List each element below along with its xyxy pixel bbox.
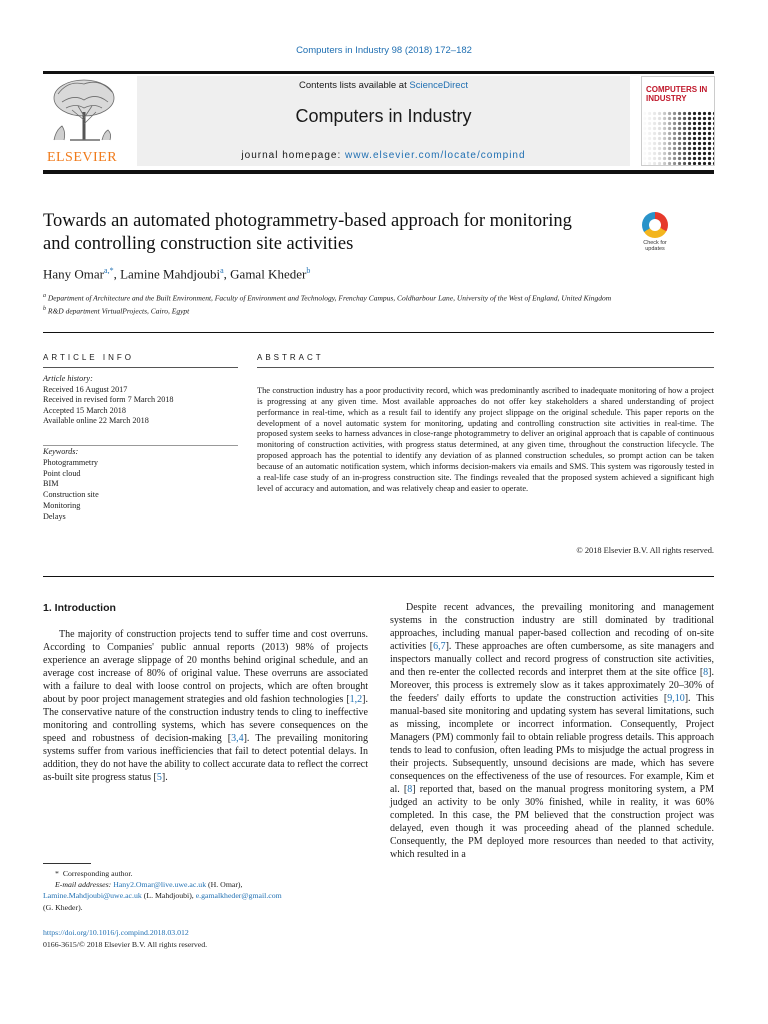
elsevier-tree-icon bbox=[40, 76, 124, 148]
author-separator: , bbox=[113, 266, 121, 282]
reference-link[interactable]: 9,10 bbox=[667, 693, 685, 704]
history-item: Accepted 15 March 2018 bbox=[43, 405, 126, 415]
journal-citation[interactable]: Computers in Industry 98 (2018) 172–182 bbox=[296, 45, 472, 56]
body-text: ] reported that, based on the manual progress monitoring system, a PM judged an activity to be only 30% finished, while in reality, it was 60% completed. In this case, the PM believed that the construction project was delayed, even though it was proceeding ahead of the planned schedule. Consequently, the PM deployed more resources than needed to that activity, which resulted in a bbox=[390, 784, 715, 860]
author-name: Lamine Mahdjoubi bbox=[120, 266, 221, 282]
email-link[interactable]: e.gamalkheder@gmail.com bbox=[195, 891, 282, 901]
abstract-copyright: © 2018 Elsevier B.V. All rights reserved. bbox=[576, 546, 714, 555]
abstract-rule bbox=[257, 367, 714, 368]
author-affiliation-link[interactable]: a,* bbox=[104, 266, 114, 275]
abstract-text: The construction industry has a poor productivity record, which was predominantly ascribed to inadequate monitoring of how a project is progressing at any given time. Most available approaches do not offer key stakeholders a shared understanding of project performance in real-time, which as a result fail to identify any project slippage on the original schedule. This paper reports on the development of a novel automatic system for monitoring, updating and controlling construction site activities in real-time. The proposed system seeks to harness advances in close-range photogrammetry to deliver an original approach that is capable of continuous monitoring of construction activities, with progress status determined, at any given time, throughout the construction lifecycle. The proposed approach has the potential to identify any deviation of as planned construction schedules, so prompt action can be taken because of an automatic notification system, which informs decision-makers via emails and SMS. This system was rigorously tested in a real-life case study of an in-progress construction site. The findings revealed that the proposed system achieved a significant high level of accuracy and automation, and was relatively cheap and easier to operate. bbox=[257, 386, 714, 493]
cover-title: COMPUTERS IN INDUSTRY bbox=[646, 85, 708, 103]
doi-link[interactable]: https://doi.org/10.1016/j.compind.2018.03.012 bbox=[43, 928, 189, 937]
email-label: E-mail addresses: bbox=[55, 880, 112, 890]
email-link[interactable]: Hany2.Omar@live.uwe.ac.uk bbox=[113, 880, 207, 890]
affiliation-marker: b bbox=[43, 305, 46, 312]
article-info-heading: ARTICLE INFO bbox=[43, 353, 134, 362]
keyword-item: BIM bbox=[43, 479, 59, 489]
body-text: ]. This manual-based site monitoring and updating system has several limitations, such as missing, incomplete or incorrect information. Consequently, Project Managers (PM) commonly fail to obtain reliable progress details. This approach tends to lead to confusion, often leading PMs to misjudge the actual progress in their projects. Subsequently, unsound decisions are made, which has severe consequences on the effectiveness of the use of resources. For example, Kim et al. [ bbox=[390, 693, 714, 795]
body-column-left bbox=[43, 628, 368, 784]
reference-link[interactable]: 6,7 bbox=[433, 641, 446, 652]
keyword-item: Delays bbox=[43, 511, 66, 521]
doi-block bbox=[43, 927, 207, 950]
crossmark-icon bbox=[642, 212, 668, 238]
header-rule-bottom bbox=[43, 170, 714, 174]
affiliation-text: R&D department VirtualProjects, Cairo, Egypt bbox=[47, 306, 190, 315]
author-list bbox=[43, 266, 310, 282]
affiliation-rule bbox=[43, 332, 714, 333]
history-item: Available online 22 March 2018 bbox=[43, 416, 149, 426]
corresponding-author-note bbox=[43, 868, 363, 879]
affiliation-marker: a bbox=[43, 293, 46, 299]
paper-title: Towards an automated photogrammetry-based approach for monitoring and controlling construction site activities bbox=[43, 211, 572, 254]
footnote-rule bbox=[43, 863, 91, 864]
issn-copyright: 0166-3615/© 2018 Elsevier B.V. All rights reserved. bbox=[43, 939, 208, 949]
email-owner: (L. Mahdjoubi), bbox=[141, 891, 196, 901]
elsevier-logo[interactable] bbox=[40, 76, 124, 166]
keyword-item: Construction site bbox=[43, 490, 99, 500]
body-column-right bbox=[390, 601, 714, 861]
email-line bbox=[43, 890, 363, 901]
keyword-item: Photogrammetry bbox=[43, 457, 99, 467]
homepage-link[interactable]: www.elsevier.com/locate/compind bbox=[345, 150, 526, 161]
crossmark-badge[interactable] bbox=[638, 212, 672, 252]
reference-link[interactable]: 8 bbox=[407, 784, 413, 795]
abstract-heading: ABSTRACT bbox=[257, 353, 324, 362]
journal-name: Computers in Industry bbox=[295, 106, 472, 126]
footnote-marker: * bbox=[55, 869, 59, 878]
body-text: ]. The prevailing monitoring systems suffer from various inefficiencies that fail to detect potential delays. In addition, they do not have the ability to collect accurate data to reflect the correct as-built site progress status [ bbox=[43, 733, 368, 783]
author-affiliation-link[interactable]: b bbox=[306, 266, 311, 275]
homepage-prefix: journal homepage: bbox=[241, 150, 346, 161]
email-owner: (G. Kheder). bbox=[43, 902, 83, 912]
body-text: Despite recent advances, the prevailing monitoring and management systems in the construction industry are still dominated by traditional approaches, including manual paper-based collection and recoding of on-site activities [ bbox=[390, 602, 714, 652]
body-text: ]. bbox=[161, 772, 168, 783]
journal-masthead bbox=[137, 76, 630, 166]
reference-link[interactable]: 3,4 bbox=[231, 733, 244, 744]
corresponding-label: Corresponding author. bbox=[62, 869, 133, 878]
article-info-divider bbox=[43, 445, 238, 446]
article-history bbox=[43, 374, 238, 427]
body-text: The majority of construction projects tend to suffer time and cost overruns. According to Companies' public annual reports (2013) 98% of projects experience an average slippage of 20 months behind original schedule, and an average cost increase of 80% of original value. These overruns are associated with a failure to deal with loose control on projects, which are often brought about by poor project management strategies and old fashion technologies [ bbox=[43, 629, 368, 705]
affiliation-item bbox=[43, 291, 633, 304]
affiliations bbox=[43, 291, 633, 316]
cover-pattern bbox=[642, 111, 715, 166]
affiliation-text: Department of Architecture and the Built Environment, Faculty of Environment and Technology, Frenchay Campus, Coldharbour Lane, University of the West of England, United Kingdom bbox=[47, 293, 612, 303]
history-item: Received 16 August 2017 bbox=[43, 384, 128, 394]
publisher-wordmark: ELSEVIER bbox=[46, 150, 118, 165]
keyword-item: Point cloud bbox=[43, 468, 81, 478]
keywords-label: Keywords: bbox=[43, 447, 79, 456]
contents-prefix: Contents lists available at bbox=[299, 80, 410, 91]
keyword-item: Monitoring bbox=[43, 500, 81, 510]
author-affiliation-link[interactable]: a bbox=[220, 266, 224, 275]
author-separator: , bbox=[223, 266, 231, 282]
keywords bbox=[43, 447, 238, 523]
author-name: Hany Omar bbox=[43, 266, 105, 282]
email-link[interactable]: Lamine.Mahdjoubi@uwe.ac.uk bbox=[43, 891, 142, 901]
header-rule-top bbox=[43, 71, 714, 74]
author-name: Gamal Kheder bbox=[230, 266, 307, 282]
reference-link[interactable]: 1,2 bbox=[349, 694, 363, 705]
crossmark-label: Check for updates bbox=[643, 240, 667, 252]
article-info-rule bbox=[43, 367, 238, 368]
email-line bbox=[43, 879, 363, 890]
contents-line bbox=[137, 80, 630, 91]
history-item: Received in revised form 7 March 2018 bbox=[43, 395, 174, 405]
sciencedirect-link[interactable]: ScienceDirect bbox=[409, 80, 468, 91]
body-text: ]. Moreover, this process is extremely slow as it takes approximately 20–30% of the feeders' daily efforts to update the construction activities [ bbox=[390, 667, 714, 704]
reference-link[interactable]: 5 bbox=[156, 772, 162, 783]
journal-cover-thumbnail[interactable] bbox=[641, 76, 715, 166]
body-text: ]. The conservative nature of the construction industry tends to cling to ineffective monitoring and controlling systems, which has severe consequences on the speed and robustness of decision-making [ bbox=[43, 694, 368, 744]
reference-link[interactable]: 8 bbox=[703, 667, 709, 678]
email-owner: (H. Omar), bbox=[206, 880, 243, 890]
homepage-line bbox=[137, 150, 630, 161]
abstract-end-rule bbox=[43, 576, 714, 577]
body-text: ]. These approaches are often cumbersome, as site managers and inspectors manually collect and record progress of construction site activities, and then re-enter the collected records and interpret them at the site office [ bbox=[390, 641, 714, 678]
section-heading: 1. Introduction bbox=[43, 602, 116, 614]
affiliation-item bbox=[43, 304, 633, 317]
footnote bbox=[43, 868, 363, 913]
history-label: Article history: bbox=[43, 374, 93, 383]
